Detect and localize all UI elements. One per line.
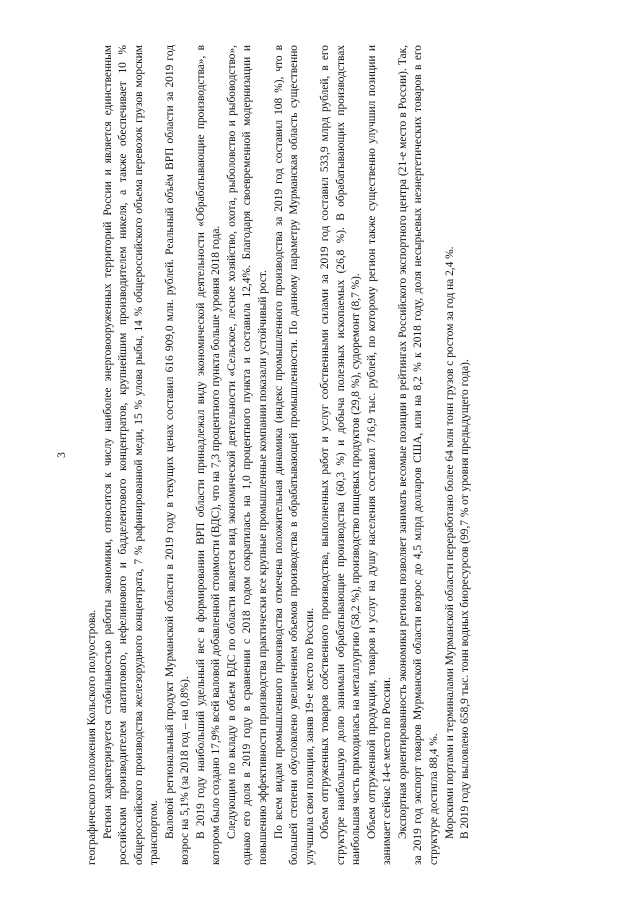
paragraph: Объем отгруженных товаров собственного производства, выполненных работ и услуг собственными силами за 2019 год составил 533,9 млрд рублей, в его структуре наибольшую долю занимали обрабатывающие производства (60,3 %) и добыча полезных ископаемых (26,8 %). В обрабатывающих производствах наибольшая часть приходилась на металлургию (58,2 %), производство пищевых продуктов (29,8 %), судоремонт (8,7 %). [319,45,363,865]
paragraph: Валовой региональный продукт Мурманской области в 2019 году в текущих ценах составил 616 909,0 млн. рублей. Реальный объём ВРП области за 2019 год возрос на 5,1% (за 2018 год – на 0,8%). [163,45,192,865]
paragraph: Объем отгруженной продукции, товаров и услуг на душу населения составил 716,9 тыс. рублей, по которому регион также существенно улучшил позиции и занимает сейчас 14-е место по России. [365,45,394,865]
paragraph: В 2019 году выловлено 658,9 тыс. тонн водных биоресурсов (99,7 % от уровня предыдущего года). [459,359,472,839]
paragraph: По всем видам промышленного производства отмечена положительная динамика (индекс промышленного производства за 2019 год составил 108 %), что в большей степени обусловлено увеличением объемов производства в обрабатывающей промышленности. По данному параметру Мурманская область существенно улучшила свои позиции, заняв 19-е место по России. [272,45,316,865]
paragraph: географического положения Кольского полуострова. [86,609,98,865]
paragraph: Экспортная ориентированность экономики региона позволяет занимать весомые позиции в рейтингах Российского экспортного центра (21-е место в России). Так, за 2019 год экспорт товаров Мурманской области возрос до 4,5 млрд долларов США, или на 8,2 % к 2018 году, доля несырьевых неэнергетических товаров в его структуре достигла 88,4 %. [396,45,441,865]
page-number: 3 [56,452,68,458]
paragraph: Регион характеризуется стабильностью работы экономики, относится к числу наиболее энерговооруженных территорий России и является единственным российским производителем апатитового, нефелинового и бадделеитового концентратов, крупнейшим производителем никеля, а также обеспечивает 10 % общероссийского производства железорудного концентрата, 7 % рафинированной меди, 15 % улова рыбы, 14 % общероссийского объема перевозок грузов морским транспортом. [101,45,161,865]
paragraph: В 2019 году наибольший удельный вес в формировании ВРП области принадлежал виду экономической деятельности «Обрабатывающие производства», в котором было создано 17,9% всей валовой добавленной стоимости (ВДС), что на 7,3 процентного пункта больше уровня 2018 года. [194,45,223,865]
rotated-text-block [55,45,585,865]
paragraph: Морскими портами и терминалами Мурманской области переработано более 64 млн тонн грузов с ростом за год на 2,4 %. [443,246,456,839]
document-body [85,45,474,865]
paragraph: Следующим по вкладу в объем ВДС по области является вид экономической деятельности «Сельское, лесное хозяйство, охота, рыболовство и рыбоводство», однако его доля в 2019 году в сравнении с 2018 годом сократилась на 1,0 процентного пункта и составила 12,4%. Благодаря своевременной модернизации и повышению эффективности производства практически все крупные промышленные компании показали устойчивый рост. [225,45,270,865]
